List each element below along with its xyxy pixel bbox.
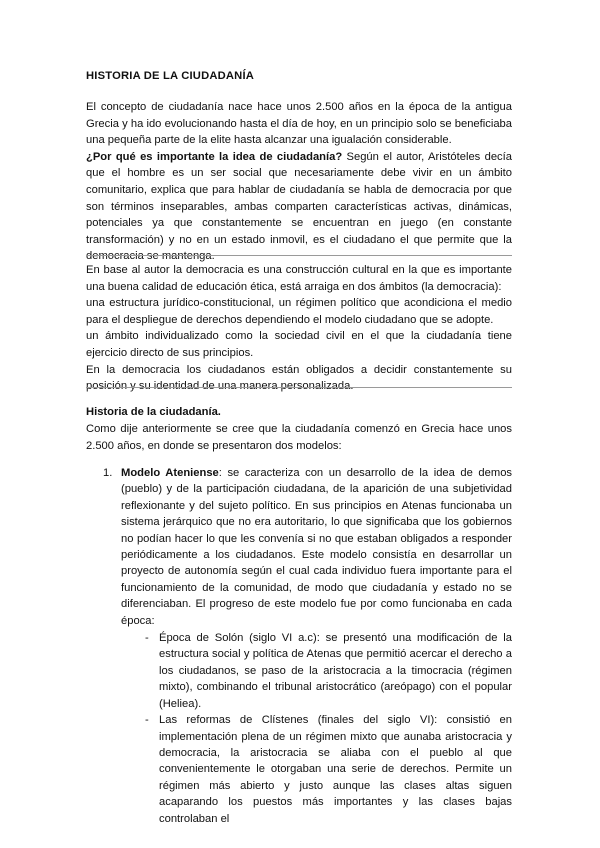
- intro-section: [86, 99, 512, 265]
- democracy-paragraph-1: En base al autor la democracia es una construcción cultural en la que es importante una buena calidad de educación ética, está arraiga en dos ámbitos (la democracia):: [86, 264, 512, 293]
- models-list: [103, 465, 512, 827]
- list-item-body: : se caracteriza con un desarrollo de la idea de demos (pueblo) y de la participación ciudadana, de la aparición de una subjetividad reflexionante y del sujeto político. En sus principios en Atenas funcionaba un sistema jerárquico que no era autoritario, lo que significaba que los gobiernos no podían hacer lo que les convenía si no que estaban obligados a responder periódicamente a los ciudadanos. Este modelo consistía en desarrollar un proyecto de autonomía según el cual cada individuo fuera importante para el funcionamiento de la comunidad, de modo que ciudadanía y estado no se diferenciaban. El progreso de este modelo fue por como funcionaba en cada época:: [121, 467, 513, 627]
- question-answer: Según el autor, Aristóteles decía que el hombre es un ser social que necesariamente debe vivir en un ámbito comunitario, explica que para hablar de ciudadanía se habla de democracia por que son términos inseparables, ambas comparten características activas, dinámicas, potenciales ya que constantemente se encuentran en juego (en constante transformación) y no en un estado inmovil, es el ciudadano el que permite que la democracia se mantenga.: [86, 150, 512, 263]
- democracy-section: [86, 262, 512, 395]
- history-intro: [86, 421, 512, 454]
- list-item: [103, 465, 512, 827]
- sub-list-item: [121, 712, 512, 827]
- document-title: HISTORIA DE LA CIUDADANÍA: [86, 70, 255, 82]
- list-item-text: [121, 465, 512, 629]
- dash-bullet: -: [145, 632, 149, 645]
- sub-list-item: [121, 630, 512, 712]
- question-heading: ¿Por qué es importante la idea de ciudadanía?: [86, 150, 343, 163]
- dash-bullet: -: [145, 714, 149, 727]
- question-paragraph: [86, 149, 512, 265]
- separator-line: [86, 387, 512, 388]
- list-item-label: Modelo Ateniense: [121, 467, 219, 479]
- sub-list-item-text: Época de Solón (siglo VI a.c): se presentó una modificación de la estructura social y política de Atenas que permitió acercar el derecho a los ciudadanos, se paso de la aristocracia a la timocracia (régimen mixto), combinando el tribunal aristocrático (areópago) con el popular (Heliea).: [159, 632, 512, 710]
- intro-paragraph: El concepto de ciudadanía nace hace unos 2.500 años en la época de la antigua Grecia y ha ido evolucionando hasta el día de hoy, en un principio solo se beneficiaba una pequeña parte de la elite hasta alcanzar una igualación considerable.: [86, 101, 512, 147]
- separator-line: [86, 255, 512, 256]
- democracy-paragraph-4: En la democracia los ciudadanos están obligados a decidir constantemente su posición y su identidad de una manera personalizada.: [86, 363, 512, 393]
- sub-list: [121, 630, 512, 827]
- democracy-paragraph-3: un ámbito individualizado como la sociedad civil en el que la ciudadanía tiene ejercicio directo de sus principios.: [86, 330, 512, 359]
- list-item-number: 1.: [103, 467, 113, 479]
- sub-list-item-text: Las reformas de Clístenes (finales del siglo VI): consistió en implementación plena de un régimen mixto que aunaba aristocracia y democracia, la aristocracia se aliaba con el pueblo al que convenientemente le otorgaban una serie de derechos. Permite un régimen más abierto y justo aunque las clases altas siguen acaparando los puestos más importantes y las clases bajas controlaban el: [159, 714, 512, 825]
- democracy-paragraph-2: una estructura jurídico-constitucional, un régimen político que acondiciona el medio para el despliegue de derechos dependiendo el modelo ciudadano que se adopte.: [86, 297, 512, 326]
- history-intro-paragraph: Como dije anteriormente se cree que la ciudadanía comenzó en Grecia hace unos 2.500 años, en donde se presentaron dos modelos:: [86, 423, 512, 452]
- history-heading: Historia de la ciudadanía.: [86, 406, 221, 418]
